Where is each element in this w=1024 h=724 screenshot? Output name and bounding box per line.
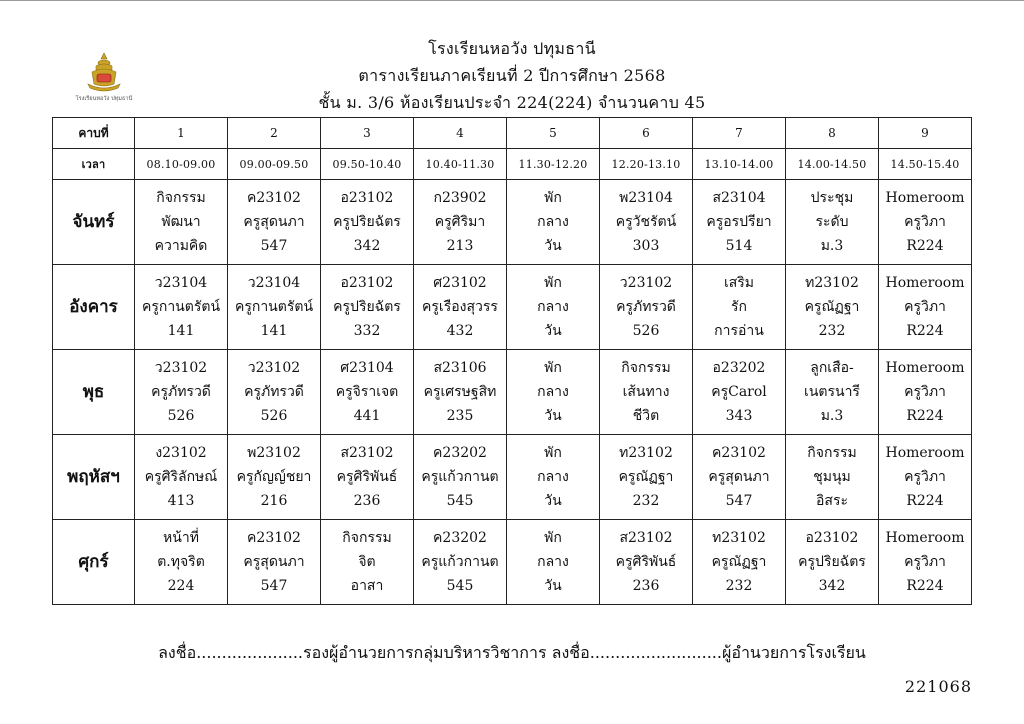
cell-line: 547 <box>260 578 288 594</box>
timetable-cell <box>228 435 321 520</box>
cell-line: R224 <box>906 493 944 509</box>
period-label: คาบที่ <box>53 118 135 149</box>
timetable-cell <box>600 265 693 350</box>
cell-line: 526 <box>260 408 288 424</box>
cell-line: 235 <box>446 408 474 424</box>
timetable-cell <box>414 520 507 605</box>
cell-line: ครูกัญญ์ชยา <box>236 469 312 485</box>
cell-line: R224 <box>906 238 944 254</box>
cell-line: ครูวิภา <box>904 214 946 230</box>
timetable-cell <box>321 520 414 605</box>
cell-line: รัก <box>731 299 747 315</box>
top-border-line <box>0 0 1024 1</box>
cell-line: ครูวิภา <box>904 384 946 400</box>
timetable-cell <box>507 180 600 265</box>
timetable-cell <box>507 520 600 605</box>
cell-line: ครูวิภา <box>904 554 946 570</box>
cell-line: วัน <box>544 493 562 509</box>
cell-line: ครูสุดนภา <box>243 554 305 570</box>
class-info: ชั้น ม. 3/6 ห้องเรียนประจำ 224(224) จำนวนคาบ 45 <box>318 93 706 112</box>
timetable-cell <box>228 520 321 605</box>
period-header-row <box>53 118 972 149</box>
cell-line: วัน <box>544 238 562 254</box>
timetable-cell <box>507 265 600 350</box>
cell-line: กิจกรรม <box>807 445 857 461</box>
cell-line: ครูภัทรวดี <box>616 299 676 315</box>
cell-line: กลาง <box>537 214 569 230</box>
day-name: ศุกร์ <box>53 520 135 605</box>
cell-line: Homeroom <box>885 275 965 291</box>
cell-line: ครูปริยฉัตร <box>333 214 401 230</box>
cell-line: ชีวิต <box>632 408 660 424</box>
day-row <box>53 180 972 265</box>
cell-line: ชุมนุม <box>813 469 851 485</box>
timetable-cell <box>135 265 228 350</box>
cell-line: 224 <box>167 578 195 594</box>
cell-line: อ23202 <box>712 360 766 376</box>
cell-line: ศ23104 <box>340 360 394 376</box>
cell-line: ค23102 <box>247 530 301 546</box>
cell-line: ความคิด <box>154 238 208 254</box>
cell-line: ครูจิราเจต <box>335 384 399 400</box>
cell-line: ว23102 <box>619 275 673 291</box>
timetable-cell <box>507 435 600 520</box>
day-row <box>53 265 972 350</box>
timetable-cell <box>600 180 693 265</box>
cell-line: 432 <box>446 323 474 339</box>
period-number: 6 <box>600 118 693 149</box>
cell-line: ครูณัฏฐา <box>618 469 674 485</box>
cell-line: ครูสุดนภา <box>243 214 305 230</box>
cell-line: ง23102 <box>155 445 207 461</box>
cell-line: ครูเศรษฐสิท <box>423 384 497 400</box>
cell-line: กลาง <box>537 384 569 400</box>
day-name: พฤหัสฯ <box>53 435 135 520</box>
logo-caption: โรงเรียนหอวัง ปทุมธานี <box>75 96 133 102</box>
cell-line: ค23202 <box>433 530 487 546</box>
school-name: โรงเรียนหอวัง ปทุมธานี <box>428 39 596 58</box>
cell-line: ครูณัฏฐา <box>711 554 767 570</box>
cell-line: ครูณัฏฐา <box>804 299 860 315</box>
period-time: 11.30-12.20 <box>507 149 600 180</box>
timetable-cell <box>228 265 321 350</box>
cell-line: ครูศิริลักษณ์ <box>144 469 218 485</box>
cell-line: 547 <box>260 238 288 254</box>
timetable-cell <box>786 265 879 350</box>
timetable-cell <box>135 180 228 265</box>
cell-line: ต.ทุจริต <box>157 554 205 570</box>
timetable-cell <box>321 350 414 435</box>
cell-line: ครูแก้วกานต <box>421 554 499 570</box>
cell-line: R224 <box>906 408 944 424</box>
cell-line: 141 <box>167 323 195 339</box>
timetable-cell <box>414 265 507 350</box>
cell-line: วัน <box>544 323 562 339</box>
cell-line: ครูศิริพันธ์ <box>336 469 398 485</box>
cell-line: ครูปริยฉัตร <box>333 299 401 315</box>
cell-line: ส23102 <box>340 445 394 461</box>
period-number: 4 <box>414 118 507 149</box>
cell-line: พ23102 <box>247 445 301 461</box>
cell-line: พัก <box>544 190 562 206</box>
cell-line: ม.3 <box>820 238 844 254</box>
cell-line: กิจกรรม <box>621 360 671 376</box>
timetable <box>52 117 972 605</box>
day-name: อังคาร <box>53 265 135 350</box>
cell-line: 545 <box>446 578 474 594</box>
day-name: จันทร์ <box>53 180 135 265</box>
cell-line: ท23102 <box>619 445 673 461</box>
period-number: 1 <box>135 118 228 149</box>
period-time: 13.10-14.00 <box>693 149 786 180</box>
cell-line: พัก <box>544 445 562 461</box>
cell-line: ส23106 <box>433 360 487 376</box>
cell-line: 236 <box>632 578 660 594</box>
cell-line: กิจกรรม <box>156 190 206 206</box>
cell-line: 343 <box>725 408 753 424</box>
timetable-cell <box>135 435 228 520</box>
period-number: 5 <box>507 118 600 149</box>
cell-line: ครูเรืองสุวรร <box>422 299 498 315</box>
cell-line: ท23102 <box>805 275 859 291</box>
cell-line: ว23104 <box>247 275 301 291</box>
cell-line: ครูปริยฉัตร <box>798 554 866 570</box>
cell-line: อาสา <box>350 578 384 594</box>
timetable-cell <box>693 350 786 435</box>
timetable-cell <box>414 180 507 265</box>
cell-line: 413 <box>167 493 195 509</box>
period-time: 10.40-11.30 <box>414 149 507 180</box>
cell-line: Homeroom <box>885 530 965 546</box>
cell-line: พ23104 <box>619 190 673 206</box>
cell-line: ครูกานตรัตน์ <box>141 299 221 315</box>
timetable-cell <box>879 350 972 435</box>
cell-line: ครูวิภา <box>904 299 946 315</box>
cell-line: ครูอรปรียา <box>706 214 772 230</box>
cell-line: ค23102 <box>247 190 301 206</box>
document-code: 221068 <box>904 677 972 696</box>
cell-line: Homeroom <box>885 445 965 461</box>
day-name: พุธ <box>53 350 135 435</box>
cell-line: ครูCarol <box>711 384 767 400</box>
cell-line: 514 <box>725 238 753 254</box>
period-time: 08.10-09.00 <box>135 149 228 180</box>
cell-line: ครูศิริมา <box>434 214 486 230</box>
cell-line: จิต <box>358 554 376 570</box>
timetable-cell <box>600 520 693 605</box>
period-number: 8 <box>786 118 879 149</box>
cell-line: ค23102 <box>712 445 766 461</box>
period-number: 7 <box>693 118 786 149</box>
cell-line: ครูวิภา <box>904 469 946 485</box>
cell-line: วัน <box>544 578 562 594</box>
cell-line: ครูกานตรัตน์ <box>234 299 314 315</box>
timetable-cell <box>693 435 786 520</box>
cell-line: ประชุม <box>810 190 854 206</box>
cell-line: พัก <box>544 360 562 376</box>
timetable-cell <box>600 350 693 435</box>
timetable-cell <box>414 435 507 520</box>
cell-line: ระดับ <box>815 214 849 230</box>
timetable-cell <box>879 180 972 265</box>
cell-line: อ23102 <box>340 190 394 206</box>
day-row <box>53 520 972 605</box>
day-row <box>53 350 972 435</box>
time-label: เวลา <box>53 149 135 180</box>
cell-line: ม.3 <box>820 408 844 424</box>
cell-line: 547 <box>725 493 753 509</box>
cell-line: R224 <box>906 323 944 339</box>
cell-line: ครูสุดนภา <box>708 469 770 485</box>
cell-line: กลาง <box>537 299 569 315</box>
cell-line: ว23104 <box>154 275 208 291</box>
time-row <box>53 149 972 180</box>
day-row <box>53 435 972 520</box>
period-number: 2 <box>228 118 321 149</box>
period-time: 14.00-14.50 <box>786 149 879 180</box>
cell-line: ศ23102 <box>433 275 487 291</box>
period-number: 9 <box>879 118 972 149</box>
cell-line: ก23902 <box>433 190 487 206</box>
timetable-cell <box>786 520 879 605</box>
cell-line: อิสระ <box>816 493 848 509</box>
timetable-cell <box>879 435 972 520</box>
timetable-cell <box>135 350 228 435</box>
cell-line: 213 <box>446 238 474 254</box>
period-time: 09.50-10.40 <box>321 149 414 180</box>
cell-line: ลูกเสือ- <box>810 360 854 376</box>
cell-line: 303 <box>632 238 660 254</box>
timetable-title: ตารางเรียนภาคเรียนที่ 2 ปีการศึกษา 2568 <box>358 66 666 85</box>
timetable-cell <box>879 265 972 350</box>
timetable-cell <box>879 520 972 605</box>
timetable-cell <box>321 265 414 350</box>
cell-line: 236 <box>353 493 381 509</box>
timetable-cell <box>786 350 879 435</box>
cell-line: ท23102 <box>712 530 766 546</box>
cell-line: อ23102 <box>340 275 394 291</box>
cell-line: ว23102 <box>247 360 301 376</box>
period-time: 09.00-09.50 <box>228 149 321 180</box>
timetable-cell <box>786 180 879 265</box>
timetable-cell <box>600 435 693 520</box>
cell-line: เส้นทาง <box>622 384 670 400</box>
cell-line: กลาง <box>537 554 569 570</box>
cell-line: ครูวัชรัตน์ <box>615 214 677 230</box>
cell-line: ส23102 <box>619 530 673 546</box>
timetable-cell <box>507 350 600 435</box>
timetable-cell <box>693 265 786 350</box>
timetable-cell <box>693 520 786 605</box>
timetable-cell <box>693 180 786 265</box>
cell-line: 216 <box>260 493 288 509</box>
cell-line: ว23102 <box>154 360 208 376</box>
cell-line: กลาง <box>537 469 569 485</box>
cell-line: วัน <box>544 408 562 424</box>
timetable-cell <box>786 435 879 520</box>
period-time: 12.20-13.10 <box>600 149 693 180</box>
cell-line: 332 <box>353 323 381 339</box>
cell-line: การอ่าน <box>714 323 764 339</box>
cell-line: กิจกรรม <box>342 530 392 546</box>
timetable-cell <box>321 435 414 520</box>
cell-line: 526 <box>167 408 195 424</box>
cell-line: พัก <box>544 275 562 291</box>
timetable-cell <box>228 350 321 435</box>
period-number: 3 <box>321 118 414 149</box>
cell-line: พัก <box>544 530 562 546</box>
cell-line: 545 <box>446 493 474 509</box>
timetable-cell <box>228 180 321 265</box>
cell-line: เนตรนารี <box>804 384 860 400</box>
cell-line: ครูภัทรวดี <box>151 384 211 400</box>
cell-line: ครูศิริพันธ์ <box>615 554 677 570</box>
cell-line: ค23202 <box>433 445 487 461</box>
cell-line: พัฒนา <box>161 214 201 230</box>
cell-line: Homeroom <box>885 190 965 206</box>
cell-line: ครูแก้วกานต <box>421 469 499 485</box>
cell-line: อ23102 <box>805 530 859 546</box>
timetable-cell <box>135 520 228 605</box>
cell-line: 232 <box>725 578 753 594</box>
cell-line: 441 <box>353 408 381 424</box>
cell-line: ส23104 <box>712 190 766 206</box>
cell-line: ครูภัทรวดี <box>244 384 304 400</box>
cell-line: 526 <box>632 323 660 339</box>
signature-line: ลงชื่อ.....................รองผู้อำนวยการกลุ่มบริหารวิชาการ ลงชื่อ..........................ผู้อำนวยการโรงเรียน <box>158 643 866 662</box>
cell-line: หน้าที่ <box>163 530 199 546</box>
timetable-cell <box>414 350 507 435</box>
cell-line: Homeroom <box>885 360 965 376</box>
cell-line: เสริม <box>723 275 755 291</box>
cell-line: 342 <box>818 578 846 594</box>
cell-line: 141 <box>260 323 288 339</box>
cell-line: R224 <box>906 578 944 594</box>
period-time: 14.50-15.40 <box>879 149 972 180</box>
timetable-cell <box>321 180 414 265</box>
cell-line: 342 <box>353 238 381 254</box>
cell-line: 232 <box>818 323 846 339</box>
cell-line: 232 <box>632 493 660 509</box>
